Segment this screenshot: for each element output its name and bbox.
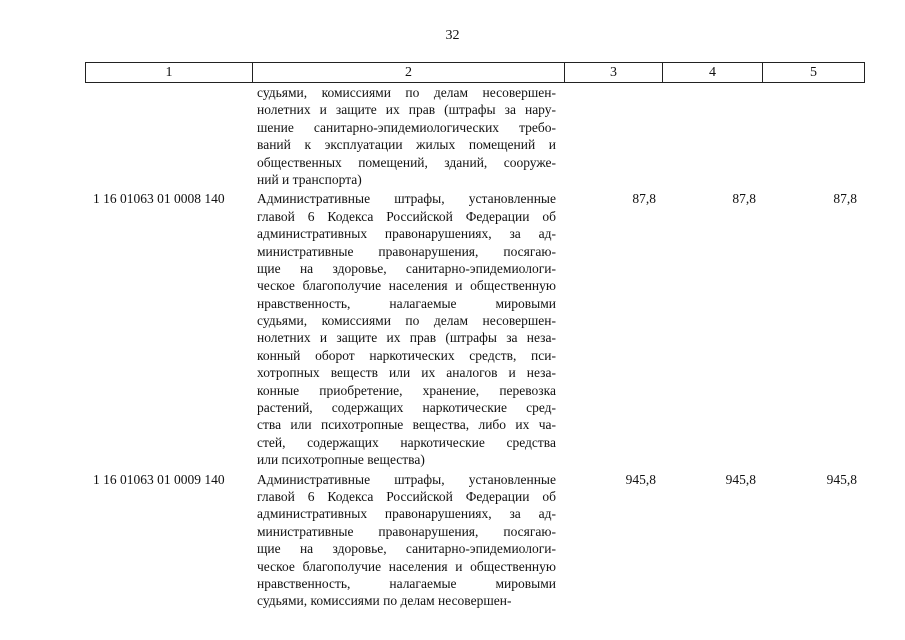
header-col-2: 2 (253, 63, 565, 82)
description-line: щие на здоровье, санитарно-эпидемиологи- (257, 260, 556, 276)
table-header-row (85, 62, 865, 83)
header-col-4: 4 (663, 63, 763, 82)
table-row (85, 84, 865, 188)
description-line: конный оборот наркотических средств, пси- (257, 347, 556, 363)
description-line: ваний к эксплуатации жилых помещений и (257, 137, 556, 153)
description-line: судьями, комиссиями по делам несовершен- (257, 85, 556, 100)
description-line: нравственность, налагаемые мировыми (257, 575, 556, 591)
header-col-1: 1 (86, 63, 253, 82)
value-col-5: 87,8 (833, 191, 857, 207)
value-col-4 (662, 84, 762, 188)
value-col-3 (564, 84, 662, 188)
description-line: общественных помещений, зданий, сооруже- (257, 154, 556, 170)
value-col-5 (762, 84, 863, 188)
description-line: конные приобретение, хранение, перевозка (257, 382, 556, 398)
description-line: нолетних и защите их прав (штрафы за неза- (257, 330, 556, 346)
table-body (85, 84, 865, 612)
description-line: или психотропные вещества) (257, 452, 425, 468)
row-description (252, 471, 564, 610)
row-description (252, 84, 564, 188)
value-col-5: 945,8 (826, 471, 857, 487)
table-row (85, 190, 865, 468)
row-description (252, 190, 564, 468)
description-line: главой 6 Кодекса Российской Федерации об (257, 208, 556, 224)
description-line: шение санитарно-эпидемиологических требо- (257, 119, 556, 135)
value-col-4: 945,8 (725, 471, 756, 487)
description-line: хотропных веществ или их аналогов и неза- (257, 365, 556, 381)
description-line: нолетних и защите их прав (штрафы за нару- (257, 102, 556, 118)
description-line: растений, содержащих наркотические сред- (257, 400, 556, 416)
description-line: ний и транспорта) (257, 171, 362, 187)
description-line: административных правонарушениях, за ад- (257, 506, 556, 522)
header-col-3: 3 (565, 63, 663, 82)
description-line: главой 6 Кодекса Российской Федерации об (257, 488, 556, 504)
description-line: судьями, комиссиями по делам несовершен- (257, 593, 512, 609)
page-number: 32 (445, 28, 460, 43)
row-code (85, 84, 252, 188)
value-col-3: 945,8 (625, 471, 656, 487)
header-col-5: 5 (810, 65, 817, 80)
description-line: Административные штрафы, установленные (257, 471, 556, 487)
table-row (85, 471, 865, 610)
description-line: ческое благополучие населения и общественную (257, 558, 556, 574)
description-line: судьями, комиссиями по делам несовершен- (257, 313, 556, 329)
description-line: министративные правонарушения, посягаю- (257, 523, 556, 539)
description-line: Административные штрафы, установленные (257, 191, 556, 207)
description-line: ческое благополучие населения и общественную (257, 278, 556, 294)
value-col-3: 87,8 (632, 191, 656, 207)
row-code: 1 16 01063 01 0009 140 (93, 471, 225, 487)
description-line: стей, содержащих наркотические средства (257, 434, 556, 450)
description-line: щие на здоровье, санитарно-эпидемиологи- (257, 541, 556, 557)
description-line: министративные правонарушения, посягаю- (257, 243, 556, 259)
description-line: ства или психотропные вещества, либо их ча- (257, 417, 556, 433)
description-line: административных правонарушениях, за ад- (257, 226, 556, 242)
row-code: 1 16 01063 01 0008 140 (93, 191, 225, 207)
value-col-4: 87,8 (732, 191, 756, 207)
description-line: нравственность, налагаемые мировыми (257, 295, 556, 311)
